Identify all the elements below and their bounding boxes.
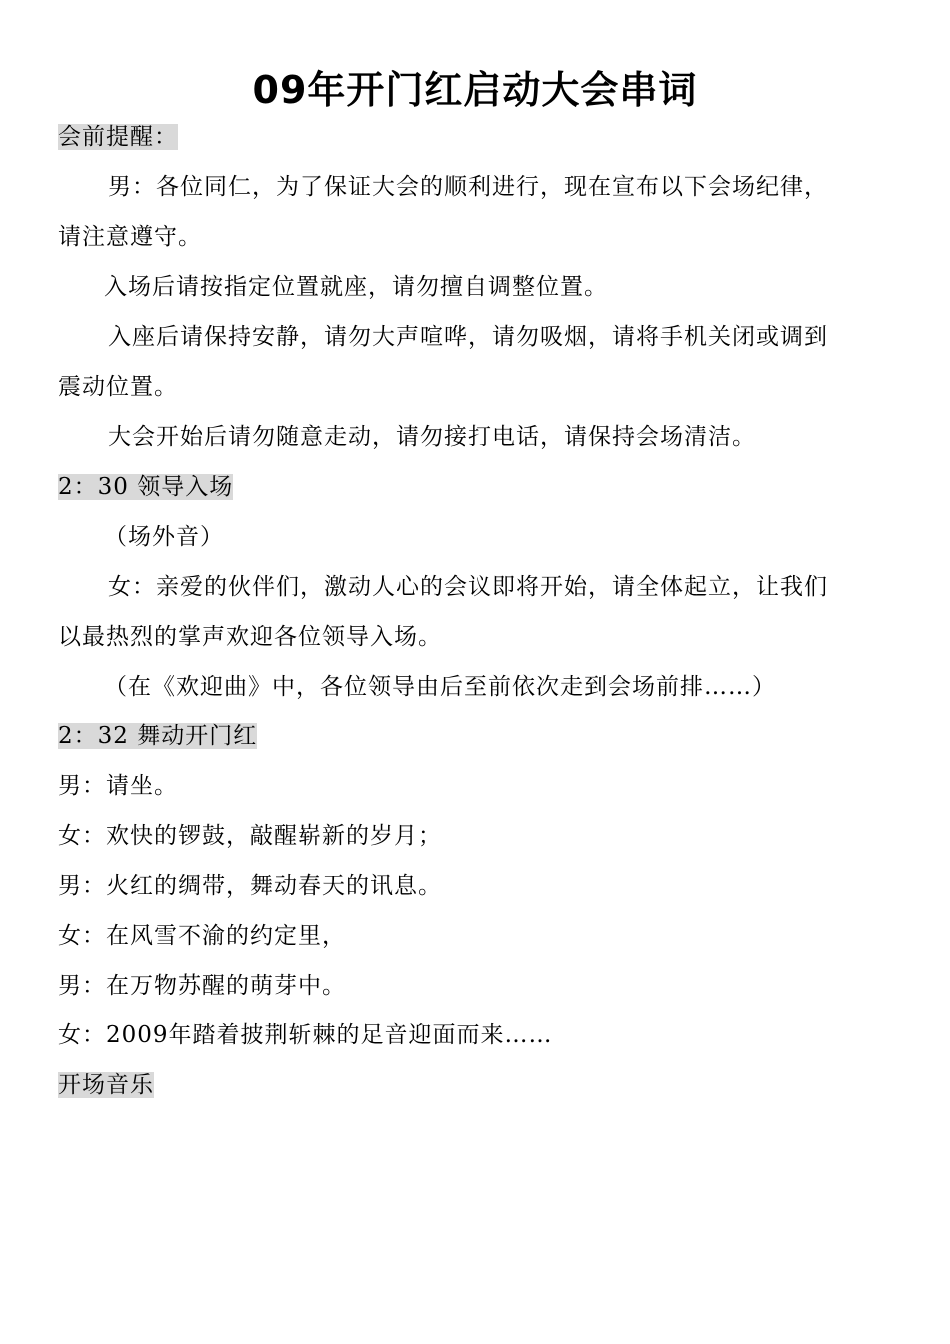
paragraph-line: 男：各位同仁，为了保证大会的顺利进行，现在宣布以下会场纪律， <box>108 174 828 200</box>
dialogue-line: 男：在万物苏醒的萌芽中。 <box>58 973 346 999</box>
section-heading-opening-music <box>58 1068 154 1102</box>
paragraph-line: 以最热烈的掌声欢迎各位领导入场。 <box>58 624 442 650</box>
stage-direction: （在《欢迎曲》中，各位领导由后至前依次走到会场前排……） <box>104 674 776 700</box>
dialogue-line: 女：欢快的锣鼓，敲醒崭新的岁月； <box>58 823 442 849</box>
dialogue-line: 女：2009年踏着披荆斩棘的足音迎面而来…… <box>58 1022 553 1048</box>
paragraph-line: 请注意遵守。 <box>58 224 202 250</box>
highlighted-text: 2：30 领导入场 <box>58 474 234 500</box>
paragraph-line: 女：亲爱的伙伴们，激动人心的会议即将开始，请全体起立，让我们 <box>108 574 828 600</box>
section-heading-leader-entry <box>58 470 233 504</box>
highlighted-text: 开场音乐 <box>58 1072 154 1098</box>
dialogue-line: 男：火红的绸带，舞动春天的讯息。 <box>58 873 442 899</box>
paragraph-line: 入座后请保持安静，请勿大声喧哗，请勿吸烟，请将手机关闭或调到 <box>108 324 828 350</box>
highlighted-text: 会前提醒： <box>58 124 178 150</box>
section-heading-pre-meeting <box>58 120 178 154</box>
section-heading-dance <box>58 719 257 753</box>
paragraph-line: 大会开始后请勿随意走动，请勿接打电话，请保持会场清洁。 <box>108 424 756 450</box>
document-title: 09年开门红启动大会串词 <box>252 68 698 112</box>
stage-direction: （场外音） <box>104 524 224 550</box>
paragraph-line: 震动位置。 <box>58 374 178 400</box>
highlighted-text: 2：32 舞动开门红 <box>58 723 258 749</box>
dialogue-line: 男：请坐。 <box>58 773 178 799</box>
paragraph-line: 入场后请按指定位置就座，请勿擅自调整位置。 <box>104 274 608 300</box>
dialogue-line: 女：在风雪不渝的约定里， <box>58 923 346 949</box>
